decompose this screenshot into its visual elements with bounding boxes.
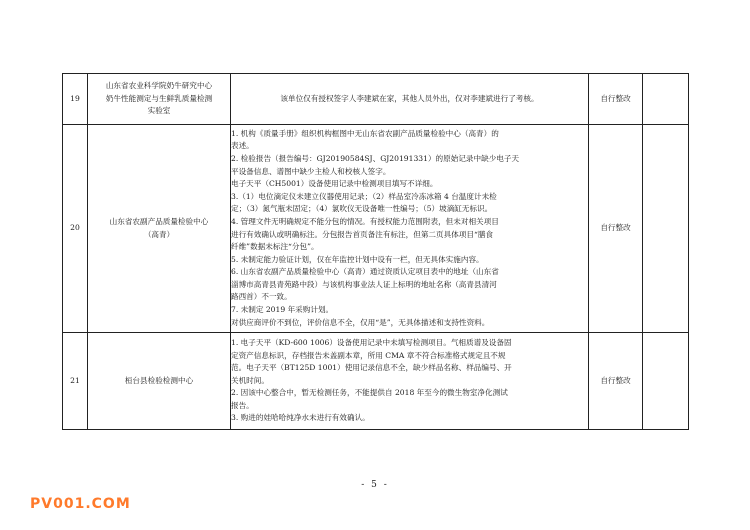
problem-line: 1. 电子天平（KD-600 1006）设备使用记录中未填写检测项目。气相质谱及设备固 bbox=[231, 337, 512, 347]
unit-line: 山东省农业科学院奶牛研究中心 bbox=[105, 81, 213, 91]
problem-line: 淄博市高青县青苑路中段）与该机构事业法人证上标明的地址名称（高青县清河 bbox=[231, 279, 497, 289]
problem-line: 路西首）不一致。 bbox=[231, 292, 292, 302]
problem-line: 定资产信息标识，存档报告未盖副本章，所用 CMA 章不符合标准格式规定且不规 bbox=[231, 350, 506, 360]
unit-line: 桓台县检验检测中心 bbox=[124, 375, 194, 385]
site-watermark: PV001.COM bbox=[30, 496, 131, 512]
unit-line: （高青） bbox=[143, 229, 175, 239]
problem-line: 平设备信息、谱图中缺少主检人和校核人签字。 bbox=[231, 166, 391, 176]
row-number: 19 bbox=[63, 74, 88, 125]
page-number: - 5 - bbox=[361, 480, 389, 490]
problem-line: 定；（3）氮气瓶未固定；（4）氯吹仪无设备唯一性编号；（5）坡滴缸无标识。 bbox=[231, 204, 493, 214]
problem-description bbox=[231, 74, 589, 125]
remarks-cell bbox=[643, 125, 689, 333]
problem-line: 7. 未制定 2019 年采购计划。 bbox=[231, 305, 334, 315]
rectification-result: 自行整改 bbox=[589, 333, 643, 430]
unit-name bbox=[88, 74, 231, 125]
problem-line: 3. 购进的娃哈哈纯净水未进行有效确认。 bbox=[231, 413, 370, 423]
inspection-results-table bbox=[62, 73, 689, 430]
row-number: 20 bbox=[63, 125, 88, 333]
problem-line: 5. 未制定能力验证计划，仅在年监控计划中设有一栏，但无具体实施内容。 bbox=[231, 254, 484, 264]
problem-line: 电子天平（CH5001）设备使用记录中检测项目填写不详细。 bbox=[231, 179, 438, 189]
problem-line: 报告。 bbox=[231, 400, 254, 410]
problem-line: 3.（1）电位滴定仪未建立仪器使用记录；（2）样品室冷冻冰箱 4 台温度计未检 bbox=[231, 191, 497, 201]
problem-line: 进行有效确认或明确标注。分包报告首页备注有标注，但第二页具体项目“膳食 bbox=[231, 229, 494, 239]
problem-line: 对供应商评价不到位，评价信息不全，仅用“是”，无具体描述和支持性资料。 bbox=[231, 317, 490, 327]
table-row bbox=[63, 333, 689, 430]
unit-line: 实验室 bbox=[147, 106, 171, 116]
problem-line: 2. 检验报告（报告编号：GJ20190584SJ、GJ20191331）的原始记录中缺少电子天 bbox=[231, 153, 520, 163]
unit-name bbox=[88, 333, 231, 430]
problem-line: 6. 山东省农副产品质量检验中心（高青）通过资质认定项目表中的地址（山东省 bbox=[231, 267, 499, 277]
problem-line: 表述。 bbox=[231, 141, 254, 151]
rectification-result: 自行整改 bbox=[589, 125, 643, 333]
problem-line: 该单位仅有授权签字人李建斌在家，其他人员外出，仅对李建斌进行了考核。 bbox=[280, 93, 539, 103]
problem-description bbox=[231, 333, 589, 430]
unit-line: 山东省农副产品质量检验中心 bbox=[109, 216, 209, 226]
problem-line: 2. 因该中心整合中，暂无检测任务，不能提供自 2018 年至今的微生物室净化测试 bbox=[231, 388, 508, 398]
remarks-cell bbox=[643, 333, 689, 430]
unit-line: 奶牛性能测定与生鲜乳质量检测 bbox=[105, 93, 213, 103]
problem-line: 纤维”数据未标注“分包”。 bbox=[231, 242, 319, 252]
unit-name bbox=[88, 125, 231, 333]
problem-line: 1. 机构《质量手册》组织机构框图中无山东省农副产品质量检验中心（高青）的 bbox=[231, 128, 499, 138]
rectification-result: 自行整改 bbox=[589, 74, 643, 125]
table-row bbox=[63, 74, 689, 125]
problem-line: 范。电子天平（BT125D 1001）使用记录信息不全，缺少样品名称、样品编号、开 bbox=[231, 363, 512, 373]
problem-description bbox=[231, 125, 589, 333]
remarks-cell bbox=[643, 74, 689, 125]
problem-line: 关机时间。 bbox=[231, 375, 269, 385]
row-number: 21 bbox=[63, 333, 88, 430]
problem-line: 4. 管理文件无明确规定不能分包的情况。有授权能力范围附表，但未对相关项目 bbox=[231, 216, 499, 226]
table-row bbox=[63, 125, 689, 333]
